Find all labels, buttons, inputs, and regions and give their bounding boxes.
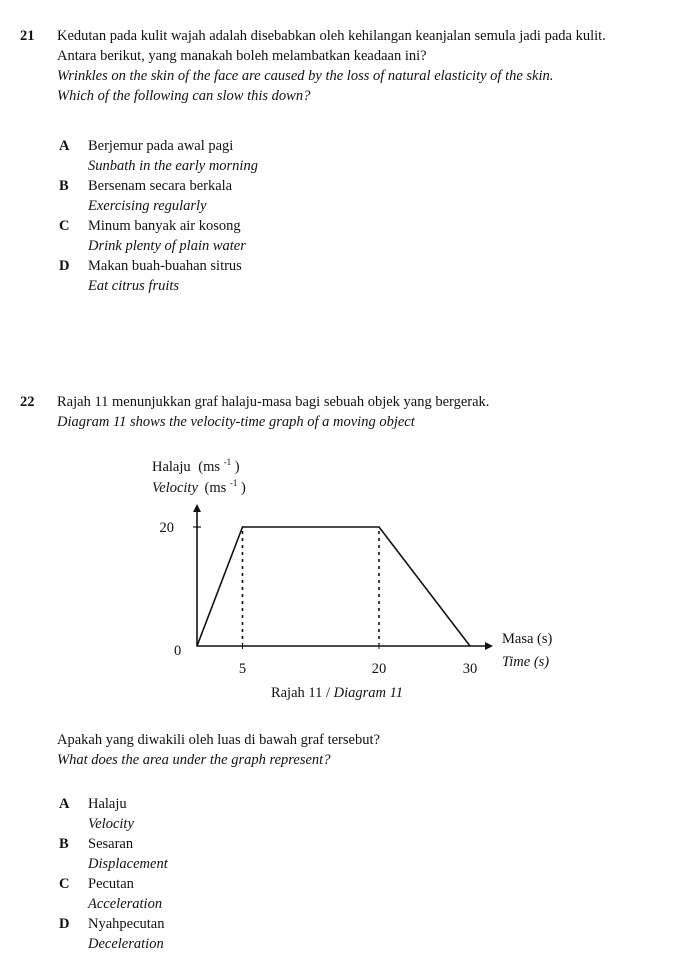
option-letter: C: [59, 218, 70, 234]
option-letter: B: [59, 178, 69, 194]
option-a[interactable]: [57, 794, 657, 834]
option-letter: B: [59, 836, 69, 852]
diagram-caption: [0, 683, 674, 703]
origin-label: 0: [174, 643, 182, 659]
option-text-english: Sunbath in the early morning: [88, 158, 258, 174]
y-label-name: Velocity: [152, 480, 198, 496]
y-unit-close: ): [234, 459, 240, 475]
option-letter: A: [59, 796, 70, 812]
option-text-english: Drink plenty of plain water: [88, 238, 246, 254]
y-tick-labels: [160, 520, 175, 536]
option-text-english: Eat citrus fruits: [88, 278, 180, 294]
question-body: [57, 730, 657, 954]
y-axis-label-malay: [152, 453, 240, 475]
option-text-malay: Berjemur pada awal pagi: [88, 138, 234, 154]
option-text-malay: Pecutan: [88, 876, 134, 892]
y-axis-label-english: [152, 474, 246, 496]
x-axis-label-english: Time (s): [502, 654, 550, 670]
question-english: What does the area under the graph represent?: [57, 752, 331, 768]
option-text-english: Velocity: [88, 816, 134, 832]
option-c[interactable]: [57, 874, 657, 914]
question-number: 21: [20, 28, 35, 44]
option-letter: A: [59, 138, 70, 154]
y-unit-exponent: -1: [229, 478, 238, 488]
stem-malay: Kedutan pada kulit wajah adalah disebabkan oleh kehilangan keanjalan semula jadi pada kulit.: [57, 28, 606, 44]
question-english: Which of the following can slow this down?: [57, 88, 311, 104]
data-point: [196, 645, 198, 647]
y-unit: (ms: [198, 459, 221, 475]
option-text-malay: Nyahpecutan: [88, 916, 165, 932]
option-letter: D: [59, 916, 70, 932]
x-axis-label-malay: Masa (s): [502, 631, 553, 647]
y-tick-label: 20: [159, 520, 174, 536]
option-letter: D: [59, 258, 70, 274]
option-text-english: Displacement: [88, 856, 168, 872]
option-text-malay: Makan buah-buahan sitrus: [88, 258, 242, 274]
x-tick-label: 20: [371, 661, 387, 677]
question-number: 22: [20, 394, 35, 410]
data-point: [242, 526, 244, 528]
x-tick-label: 5: [238, 661, 247, 677]
option-letter: C: [59, 876, 70, 892]
x-tick-label: 30: [462, 661, 478, 677]
caption-english: Diagram 11: [333, 685, 404, 701]
option-text-malay: Sesaran: [88, 836, 134, 852]
option-text-malay: Bersenam secara berkala: [88, 178, 233, 194]
x-tick-labels: [239, 661, 477, 677]
stem-english: Wrinkles on the skin of the face are caused by the loss of natural elasticity of the skin.: [57, 68, 554, 84]
intro-malay: Rajah 11 menunjukkan graf halaju-masa bagi sebuah objek yang bergerak.: [57, 394, 490, 410]
question-malay: Apakah yang diwakili oleh luas di bawah graf tersebut?: [57, 732, 380, 748]
velocity-series-line: [197, 527, 470, 646]
y-unit-close: ): [241, 480, 246, 496]
dashed-guide-lines: [193, 527, 379, 649]
intro-english: Diagram 11 shows the velocity-time graph of a moving object: [57, 414, 415, 430]
option-text-english: Acceleration: [88, 896, 163, 912]
caption-malay: Rajah 11 /: [270, 685, 334, 701]
y-label-name: Halaju: [152, 459, 191, 475]
option-b[interactable]: [57, 834, 657, 874]
data-point: [378, 526, 380, 528]
data-point: [469, 645, 471, 647]
option-text-malay: Halaju: [88, 796, 127, 812]
option-text-malay: Minum banyak air kosong: [88, 218, 241, 234]
y-unit: (ms: [204, 480, 227, 496]
option-d[interactable]: [57, 914, 657, 954]
y-unit-exponent: -1: [223, 457, 232, 467]
option-text-english: Exercising regularly: [88, 198, 207, 214]
option-text-english: Deceleration: [88, 936, 164, 952]
option-list: [57, 794, 657, 954]
question-malay: Antara berikut, yang manakah boleh melambatkan keadaan ini?: [57, 48, 427, 64]
